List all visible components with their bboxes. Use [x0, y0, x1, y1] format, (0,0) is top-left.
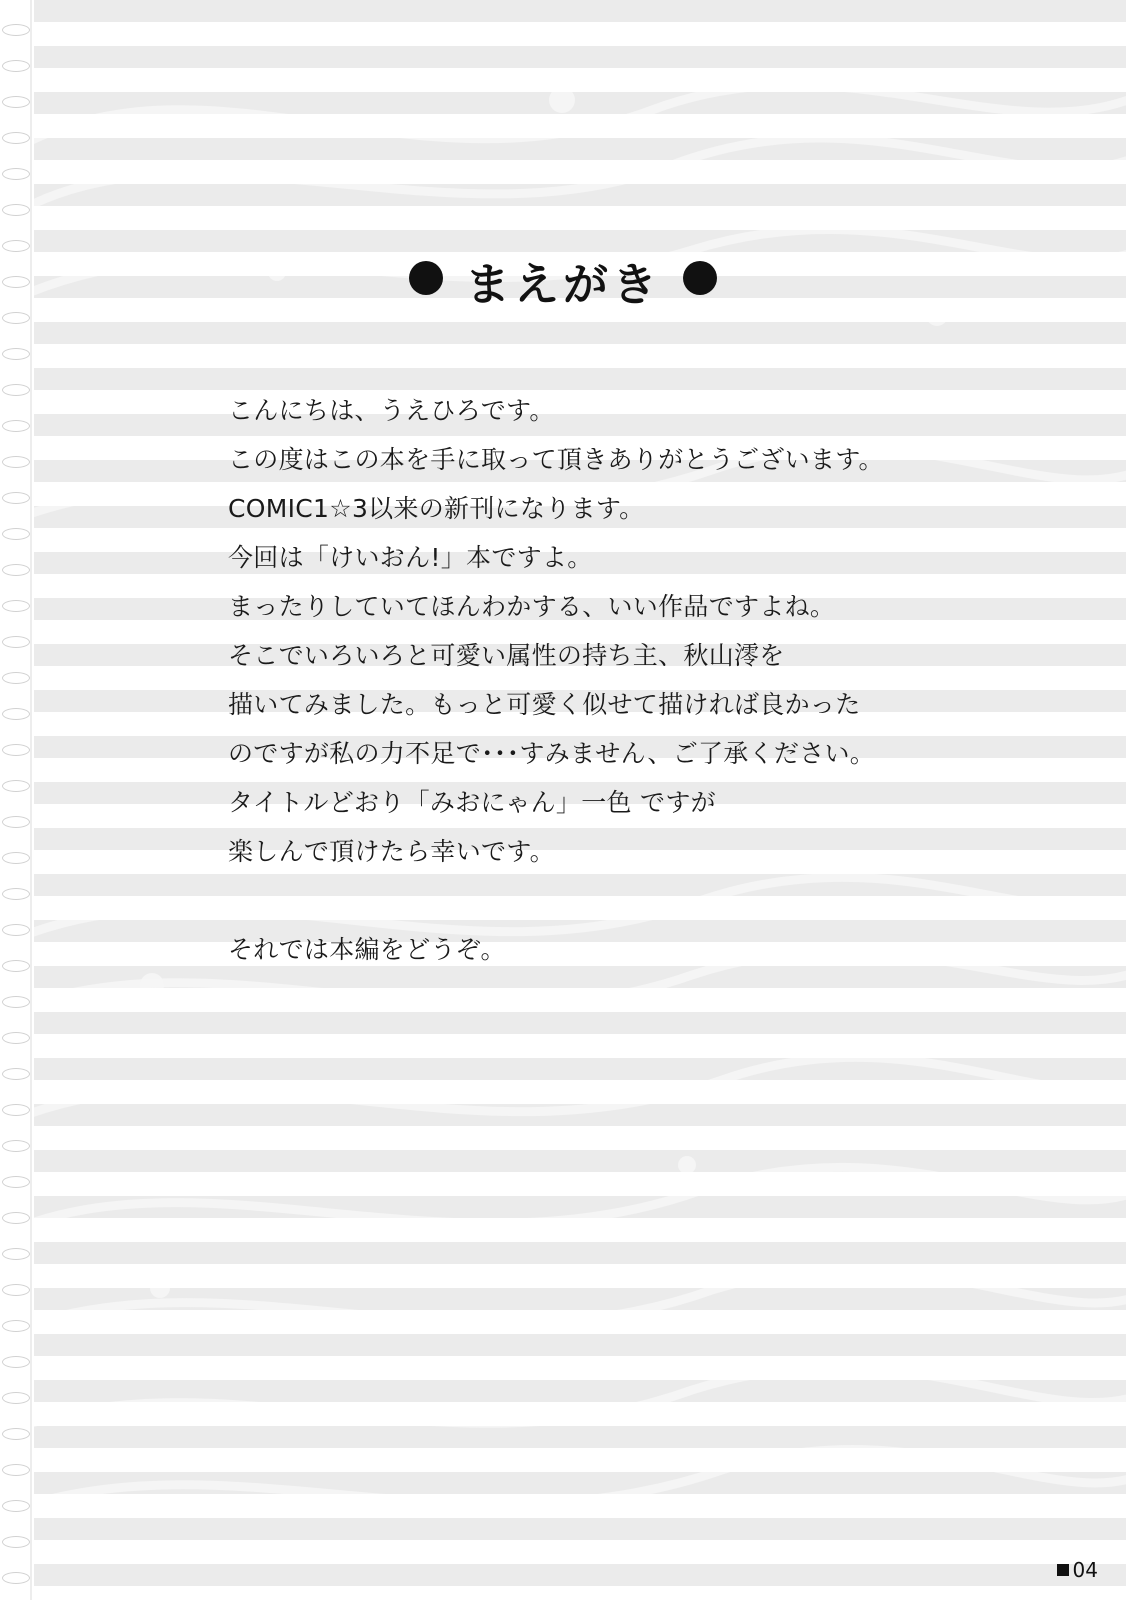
- bullet-dot-left-icon: [409, 261, 443, 295]
- page-title-text: まえがき: [464, 258, 661, 311]
- page-number: [1057, 1558, 1098, 1582]
- body-line: そこでいろいろと可愛い属性の持ち主、秋山澪を: [228, 641, 785, 670]
- spiral-binding: [0, 0, 34, 1600]
- body-line: それでは本編をどうぞ。: [228, 935, 506, 964]
- body-line: こんにちは、うえひろです。: [228, 396, 555, 425]
- body-line: タイトルどおり「みおにゃん」一色 ですが: [228, 788, 716, 817]
- bullet-dot-right-icon: [683, 261, 717, 295]
- body-line: この度はこの本を手に取って頂きありがとうございます。: [228, 445, 884, 474]
- body-line: 今回は「けいおん!」本ですよ。: [228, 543, 593, 572]
- body-line: COMIC1☆3以来の新刊になります。: [228, 494, 645, 523]
- square-marker-icon: [1057, 1564, 1069, 1576]
- body-line: 描いてみました。もっと可愛く似せて描ければ良かった: [228, 690, 861, 719]
- body-line-spacer: [228, 876, 1008, 925]
- body-line: まったりしていてほんわかする、いい作品ですよね。: [228, 592, 836, 621]
- page-title: [0, 248, 1126, 313]
- body-line: 楽しんで頂けたら幸いです。: [228, 837, 555, 866]
- binding-rail: [30, 0, 32, 1600]
- afterword-body: [228, 386, 1008, 974]
- page-number-text: 04: [1072, 1558, 1098, 1582]
- body-line: のですが私の力不足で･･･すみません、ご了承ください。: [228, 739, 876, 768]
